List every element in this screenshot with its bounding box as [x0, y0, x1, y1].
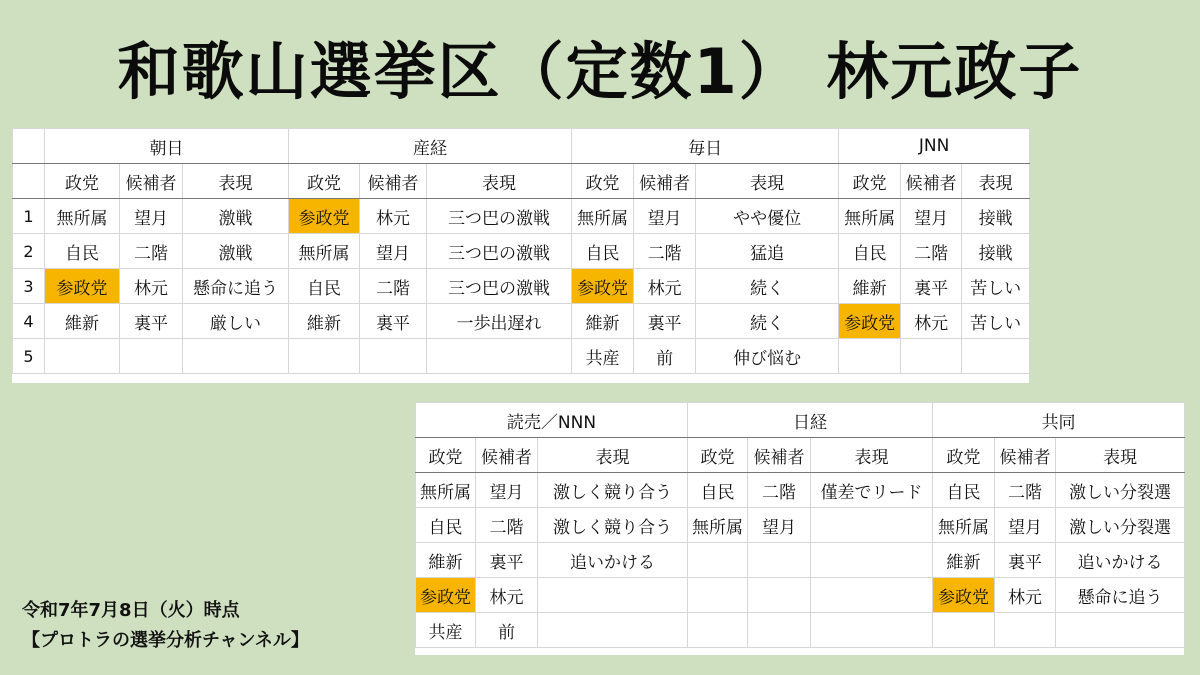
- candidate-cell: 二階: [901, 234, 962, 269]
- table-row: [13, 199, 1030, 234]
- media-header-row: [13, 129, 1030, 164]
- candidate-cell: [360, 339, 427, 374]
- candidate-cell: 望月: [120, 199, 183, 234]
- expression-cell: 激しい分裂選: [1056, 508, 1185, 543]
- party-cell: 自民: [839, 234, 901, 269]
- expression-cell: [538, 613, 688, 648]
- media-name: 朝日: [45, 129, 289, 164]
- date-label: 令和7年7月8日（火）時点: [22, 600, 240, 621]
- expression-cell: 伸び悩む: [696, 339, 839, 374]
- candidate-cell: 前: [634, 339, 696, 374]
- party-cell: [933, 613, 995, 648]
- candidate-cell: 二階: [995, 473, 1056, 508]
- expression-cell: 苦しい: [962, 304, 1030, 339]
- expression-cell: 続く: [696, 304, 839, 339]
- candidate-cell: [995, 613, 1056, 648]
- column-header: 政党: [572, 164, 634, 199]
- table-row: [416, 543, 1185, 578]
- expression-cell: 激しく競り合う: [538, 508, 688, 543]
- candidate-cell: 裏平: [360, 304, 427, 339]
- bottom-poll-table: [415, 402, 1185, 648]
- party-cell: 無所属: [572, 199, 634, 234]
- candidate-cell: 前: [476, 613, 538, 648]
- row-number: 4: [13, 304, 45, 339]
- top-poll-table: [12, 128, 1030, 374]
- party-cell: [688, 543, 748, 578]
- column-header: 政党: [839, 164, 901, 199]
- corner-cell: [13, 129, 45, 164]
- candidate-cell: 林元: [476, 578, 538, 613]
- expression-cell: [962, 339, 1030, 374]
- table-row: [416, 613, 1185, 648]
- candidate-cell: 林元: [360, 199, 427, 234]
- party-cell: 共産: [572, 339, 634, 374]
- column-header: 表現: [538, 438, 688, 473]
- column-header: 政党: [289, 164, 360, 199]
- party-cell: 無所属: [45, 199, 120, 234]
- column-header: 候補者: [476, 438, 538, 473]
- party-cell: [839, 339, 901, 374]
- expression-cell: 激戦: [183, 199, 289, 234]
- party-cell: 参政党: [839, 304, 901, 339]
- candidate-cell: 林元: [120, 269, 183, 304]
- expression-cell: 三つ巴の激戦: [427, 199, 572, 234]
- channel-label: 【プロトラの選挙分析チャンネル】: [22, 630, 309, 651]
- expression-cell: [427, 339, 572, 374]
- party-cell: 参政党: [416, 578, 476, 613]
- column-header-row: [416, 438, 1185, 473]
- row-number: 1: [13, 199, 45, 234]
- column-header: 候補者: [748, 438, 811, 473]
- party-cell: [289, 339, 360, 374]
- party-cell: 参政党: [933, 578, 995, 613]
- media-name: 毎日: [572, 129, 839, 164]
- media-name: JNN: [839, 129, 1030, 164]
- table-row: [416, 508, 1185, 543]
- candidate-cell: 二階: [476, 508, 538, 543]
- table-row: [13, 269, 1030, 304]
- table-row: [416, 473, 1185, 508]
- candidate-cell: 裏平: [476, 543, 538, 578]
- candidate-cell: 望月: [634, 199, 696, 234]
- party-cell: 無所属: [688, 508, 748, 543]
- candidate-cell: [120, 339, 183, 374]
- party-cell: 無所属: [416, 473, 476, 508]
- expression-cell: 僅差でリード: [811, 473, 933, 508]
- expression-cell: 激しく競り合う: [538, 473, 688, 508]
- expression-cell: [811, 543, 933, 578]
- candidate-cell: 望月: [748, 508, 811, 543]
- column-header: 政党: [933, 438, 995, 473]
- expression-cell: [811, 613, 933, 648]
- expression-cell: 続く: [696, 269, 839, 304]
- expression-cell: [538, 578, 688, 613]
- party-cell: 無所属: [933, 508, 995, 543]
- candidate-cell: 裏平: [901, 269, 962, 304]
- column-header: 表現: [962, 164, 1030, 199]
- candidate-cell: 林元: [995, 578, 1056, 613]
- candidate-cell: 望月: [901, 199, 962, 234]
- column-header: 候補者: [995, 438, 1056, 473]
- candidate-cell: 裏平: [634, 304, 696, 339]
- expression-cell: 接戦: [962, 199, 1030, 234]
- candidate-cell: 裏平: [120, 304, 183, 339]
- party-cell: 無所属: [839, 199, 901, 234]
- column-header: 政党: [416, 438, 476, 473]
- party-cell: 参政党: [572, 269, 634, 304]
- column-header-row: [13, 164, 1030, 199]
- expression-cell: 追いかける: [538, 543, 688, 578]
- party-cell: 維新: [45, 304, 120, 339]
- candidate-cell: 林元: [634, 269, 696, 304]
- row-number: 2: [13, 234, 45, 269]
- expression-cell: 懸命に追う: [183, 269, 289, 304]
- expression-cell: 厳しい: [183, 304, 289, 339]
- candidate-cell: 二階: [120, 234, 183, 269]
- party-cell: 維新: [572, 304, 634, 339]
- media-name: 日経: [688, 403, 933, 438]
- candidate-cell: [901, 339, 962, 374]
- expression-cell: 激しい分裂選: [1056, 473, 1185, 508]
- expression-cell: [183, 339, 289, 374]
- party-cell: 自民: [289, 269, 360, 304]
- date-source-note: [22, 596, 309, 656]
- candidate-cell: 望月: [360, 234, 427, 269]
- column-header: 候補者: [901, 164, 962, 199]
- party-cell: 自民: [688, 473, 748, 508]
- party-cell: 維新: [933, 543, 995, 578]
- party-cell: 自民: [416, 508, 476, 543]
- party-cell: 維新: [289, 304, 360, 339]
- expression-cell: 懸命に追う: [1056, 578, 1185, 613]
- table-row: [416, 578, 1185, 613]
- party-cell: 維新: [416, 543, 476, 578]
- party-cell: 参政党: [289, 199, 360, 234]
- party-cell: [688, 578, 748, 613]
- expression-cell: [811, 578, 933, 613]
- top-poll-sheet: [12, 128, 1029, 383]
- party-cell: [688, 613, 748, 648]
- row-number: 5: [13, 339, 45, 374]
- expression-cell: 猛追: [696, 234, 839, 269]
- column-header: 表現: [427, 164, 572, 199]
- expression-cell: 三つ巴の激戦: [427, 234, 572, 269]
- media-name: 産経: [289, 129, 572, 164]
- column-header: 表現: [183, 164, 289, 199]
- party-cell: [45, 339, 120, 374]
- party-cell: 参政党: [45, 269, 120, 304]
- party-cell: 自民: [45, 234, 120, 269]
- party-cell: 自民: [933, 473, 995, 508]
- column-header: 表現: [811, 438, 933, 473]
- party-cell: 自民: [572, 234, 634, 269]
- column-header: 表現: [696, 164, 839, 199]
- column-header: 候補者: [360, 164, 427, 199]
- corner-cell: [13, 164, 45, 199]
- expression-cell: [1056, 613, 1185, 648]
- page-title: 和歌山選挙区（定数1） 林元政子: [117, 35, 1083, 108]
- table-row: [13, 304, 1030, 339]
- candidate-cell: 望月: [476, 473, 538, 508]
- expression-cell: 一歩出遅れ: [427, 304, 572, 339]
- expression-cell: 接戦: [962, 234, 1030, 269]
- candidate-cell: 望月: [995, 508, 1056, 543]
- party-cell: 維新: [839, 269, 901, 304]
- party-cell: 無所属: [289, 234, 360, 269]
- media-name: 共同: [933, 403, 1185, 438]
- expression-cell: [811, 508, 933, 543]
- bottom-poll-sheet: [415, 402, 1184, 655]
- media-name: 読売／NNN: [416, 403, 688, 438]
- expression-cell: 追いかける: [1056, 543, 1185, 578]
- candidate-cell: 二階: [634, 234, 696, 269]
- column-header: 候補者: [634, 164, 696, 199]
- expression-cell: やや優位: [696, 199, 839, 234]
- candidate-cell: [748, 543, 811, 578]
- expression-cell: 激戦: [183, 234, 289, 269]
- media-header-row: [416, 403, 1185, 438]
- column-header: 候補者: [120, 164, 183, 199]
- row-number: 3: [13, 269, 45, 304]
- candidate-cell: 林元: [901, 304, 962, 339]
- candidate-cell: [748, 613, 811, 648]
- expression-cell: 三つ巴の激戦: [427, 269, 572, 304]
- column-header: 政党: [45, 164, 120, 199]
- column-header: 表現: [1056, 438, 1185, 473]
- candidate-cell: 裏平: [995, 543, 1056, 578]
- table-row: [13, 234, 1030, 269]
- expression-cell: 苦しい: [962, 269, 1030, 304]
- column-header: 政党: [688, 438, 748, 473]
- candidate-cell: [748, 578, 811, 613]
- candidate-cell: 二階: [748, 473, 811, 508]
- table-row: [13, 339, 1030, 374]
- party-cell: 共産: [416, 613, 476, 648]
- candidate-cell: 二階: [360, 269, 427, 304]
